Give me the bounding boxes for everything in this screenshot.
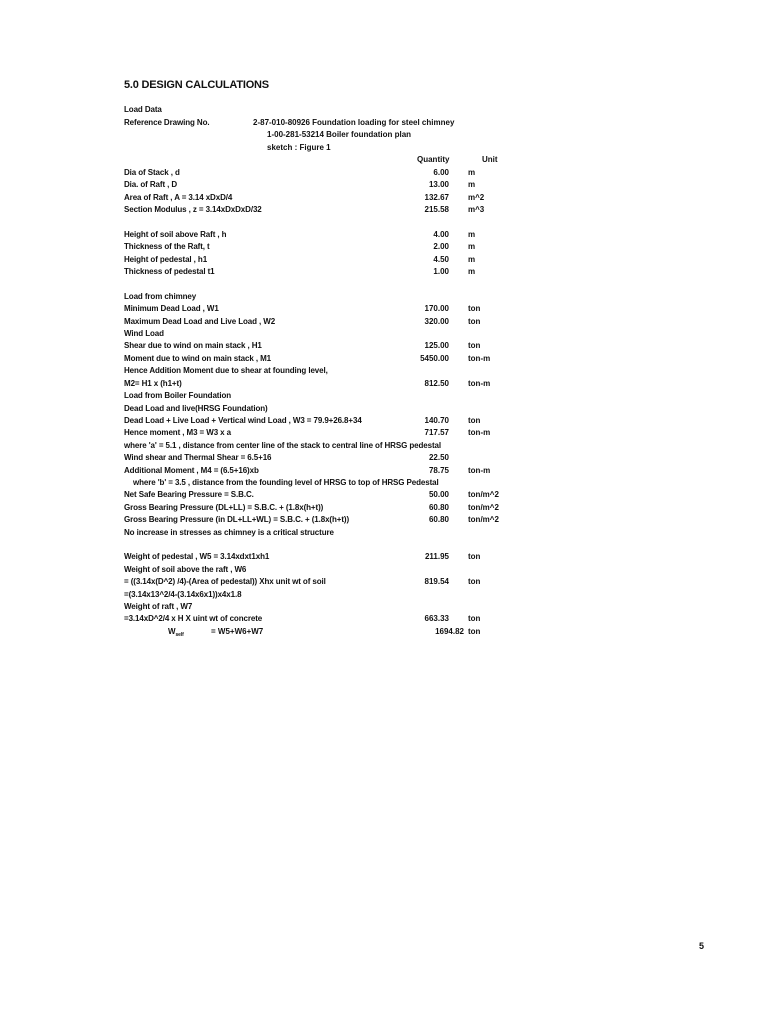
row-quantity: 132.67 <box>424 193 449 202</box>
wself-letter: W <box>168 627 176 636</box>
table-row <box>0 266 768 278</box>
wself-formula: = W5+W6+W7 <box>211 627 264 636</box>
note-row <box>0 477 768 489</box>
note-row <box>0 365 768 377</box>
row-unit: ton <box>468 317 481 326</box>
section-label-row <box>0 328 768 340</box>
table-row <box>0 204 768 216</box>
row-quantity: 717.57 <box>424 428 449 437</box>
w6-expansion: =(3.14x13^2/4-(3.14x6x1))x4x1.8 <box>124 590 242 599</box>
wself-symbol <box>168 626 184 641</box>
row-label: Gross Bearing Pressure (DL+LL) = S.B.C. + (1.8x(h+t)) <box>124 503 324 512</box>
wself-quantity: 1694.82 <box>435 627 464 636</box>
w7-title: Weight of raft , W7 <box>124 602 193 611</box>
row-label: Wind shear and Thermal Shear = 6.5+16 <box>124 453 272 462</box>
row-quantity: 78.75 <box>428 466 449 475</box>
row-label: = ((3.14x(D^2) /4)-(Area of pedestal)) Xhx unit wt of soil <box>124 577 326 586</box>
wself-unit: ton <box>468 627 481 636</box>
row-quantity: 50.00 <box>428 490 449 499</box>
reference-label: Reference Drawing No. <box>124 118 210 127</box>
row-unit: m <box>468 242 476 251</box>
row-label: Shear due to wind on main stack , H1 <box>124 341 262 350</box>
row-unit: ton <box>468 416 481 425</box>
row-label: Height of pedestal , h1 <box>124 255 208 264</box>
reference-row-3 <box>0 142 768 154</box>
row-quantity: 13.00 <box>428 180 449 189</box>
table-row <box>0 378 768 390</box>
row-quantity: 4.00 <box>433 230 449 239</box>
reference-row <box>0 117 768 129</box>
note-row <box>0 440 768 452</box>
wind-load-label: Wind Load <box>124 329 164 338</box>
row-label: Dia of Stack , d <box>124 168 180 177</box>
row-quantity: 819.54 <box>424 577 449 586</box>
row-unit: m <box>468 180 476 189</box>
row-label: Minimum Dead Load , W1 <box>124 304 219 313</box>
table-row <box>0 179 768 191</box>
row-unit: m <box>468 255 476 264</box>
table-row <box>0 514 768 526</box>
row-unit: ton/m^2 <box>468 515 499 524</box>
reference-row-2 <box>0 129 768 141</box>
row-quantity: 60.80 <box>428 503 449 512</box>
row-quantity: 320.00 <box>424 317 449 326</box>
row-label: =3.14xD^2/4 x H X uint wt of concrete <box>124 614 263 623</box>
row-quantity: 170.00 <box>424 304 449 313</box>
row-quantity: 2.00 <box>433 242 449 251</box>
row-unit: ton <box>468 552 481 561</box>
wself-subscript: self <box>175 632 184 638</box>
row-unit: m <box>468 267 476 276</box>
table-row <box>0 303 768 315</box>
row-label: Weight of pedestal , W5 = 3.14xdxt1xh1 <box>124 552 270 561</box>
row-label: Dia. of Raft , D <box>124 180 178 189</box>
row-quantity: 4.50 <box>433 255 449 264</box>
row-unit: m^3 <box>468 205 485 214</box>
where-b-note: where 'b' = 3.5 , distance from the founding level of HRSG to top of HRSG Pedestal <box>133 478 439 487</box>
row-label: Net Safe Bearing Pressure = S.B.C. <box>124 490 254 499</box>
row-quantity: 215.58 <box>424 205 449 214</box>
row-unit: m^2 <box>468 193 485 202</box>
unit-header: Unit <box>482 155 498 164</box>
row-quantity: 211.95 <box>424 552 449 561</box>
reference-line-1: 2-87-010-80926 Foundation loading for steel chimney <box>253 118 455 127</box>
hence-addition-note: Hence Addition Moment due to shear at founding level, <box>124 366 328 375</box>
row-unit: ton-m <box>468 354 491 363</box>
row-unit: ton/m^2 <box>468 490 499 499</box>
section-heading: 5.0 DESIGN CALCULATIONS <box>124 79 269 91</box>
row-label: M2= H1 x (h1+t) <box>124 379 182 388</box>
row-unit: ton-m <box>468 379 491 388</box>
table-row <box>0 316 768 328</box>
row-quantity: 125.00 <box>424 341 449 350</box>
w6-title: Weight of soil above the raft , W6 <box>124 565 247 574</box>
row-label: Thickness of the Raft, t <box>124 242 210 251</box>
load-from-boiler-label: Load from Boiler Foundation <box>124 391 232 400</box>
row-label: Moment due to wind on main stack , M1 <box>124 354 271 363</box>
row-label: Additional Moment , M4 = (6.5+16)xb <box>124 466 259 475</box>
section-label-row <box>0 390 768 402</box>
row-quantity: 22.50 <box>428 453 449 462</box>
table-row <box>0 502 768 514</box>
where-a-note: where 'a' = 5.1 , distance from center line of the stack to central line of HRSG pedestal <box>124 441 442 450</box>
row-label: Area of Raft , A = 3.14 xDxD/4 <box>124 193 233 202</box>
row-unit: ton/m^2 <box>468 503 499 512</box>
note-row <box>0 527 768 539</box>
table-row <box>0 192 768 204</box>
table-row <box>0 254 768 266</box>
section-label-row <box>0 601 768 613</box>
row-unit: ton <box>468 614 481 623</box>
table-row <box>0 167 768 179</box>
wself-row <box>0 626 768 638</box>
table-row <box>0 613 768 625</box>
row-unit: ton <box>468 304 481 313</box>
row-label: Section Modulus , z = 3.14xDxDxD/32 <box>124 205 262 214</box>
table-row <box>0 551 768 563</box>
load-data-label: Load Data <box>124 105 162 114</box>
note-row <box>0 589 768 601</box>
row-quantity: 1.00 <box>433 267 449 276</box>
table-row <box>0 353 768 365</box>
row-quantity: 60.80 <box>428 515 449 524</box>
load-data-row <box>0 104 768 116</box>
reference-line-2: 1-00-281-53214 Boiler foundation plan <box>267 130 412 139</box>
column-header-row <box>0 154 768 166</box>
row-quantity: 6.00 <box>433 168 449 177</box>
row-quantity: 812.50 <box>424 379 449 388</box>
section-label-row <box>0 564 768 576</box>
dead-live-hrsg-label: Dead Load and live(HRSG Foundation) <box>124 404 268 413</box>
row-quantity: 140.70 <box>424 416 449 425</box>
row-unit: ton-m <box>468 466 491 475</box>
row-label: Gross Bearing Pressure (in DL+LL+WL) = S.B.C. + (1.8x(h+t)) <box>124 515 350 524</box>
load-from-chimney-label: Load from chimney <box>124 292 197 301</box>
row-label: Dead Load + Live Load + Vertical wind Load , W3 = 79.9+26.8+34 <box>124 416 362 425</box>
row-label: Maximum Dead Load and Live Load , W2 <box>124 317 276 326</box>
table-row <box>0 452 768 464</box>
row-label: Height of soil above Raft , h <box>124 230 227 239</box>
row-unit: ton <box>468 341 481 350</box>
table-row <box>0 427 768 439</box>
section-label-row <box>0 291 768 303</box>
row-label: Hence moment , M3 = W3 x a <box>124 428 231 437</box>
no-increase-note: No increase in stresses as chimney is a critical structure <box>124 528 334 537</box>
table-row <box>0 465 768 477</box>
table-row <box>0 229 768 241</box>
section-label-row <box>0 403 768 415</box>
row-quantity: 663.33 <box>424 614 449 623</box>
table-row <box>0 241 768 253</box>
row-quantity: 5450.00 <box>420 354 449 363</box>
reference-line-3: sketch : Figure 1 <box>267 143 331 152</box>
page-number: 5 <box>699 941 705 951</box>
row-unit: ton <box>468 577 481 586</box>
table-row <box>0 415 768 427</box>
row-unit: ton-m <box>468 428 491 437</box>
row-unit: m <box>468 230 476 239</box>
table-row <box>0 340 768 352</box>
row-label: Thickness of pedestal t1 <box>124 267 215 276</box>
row-unit: m <box>468 168 476 177</box>
quantity-header: Quantity <box>417 155 450 164</box>
table-row <box>0 489 768 501</box>
table-row <box>0 576 768 588</box>
